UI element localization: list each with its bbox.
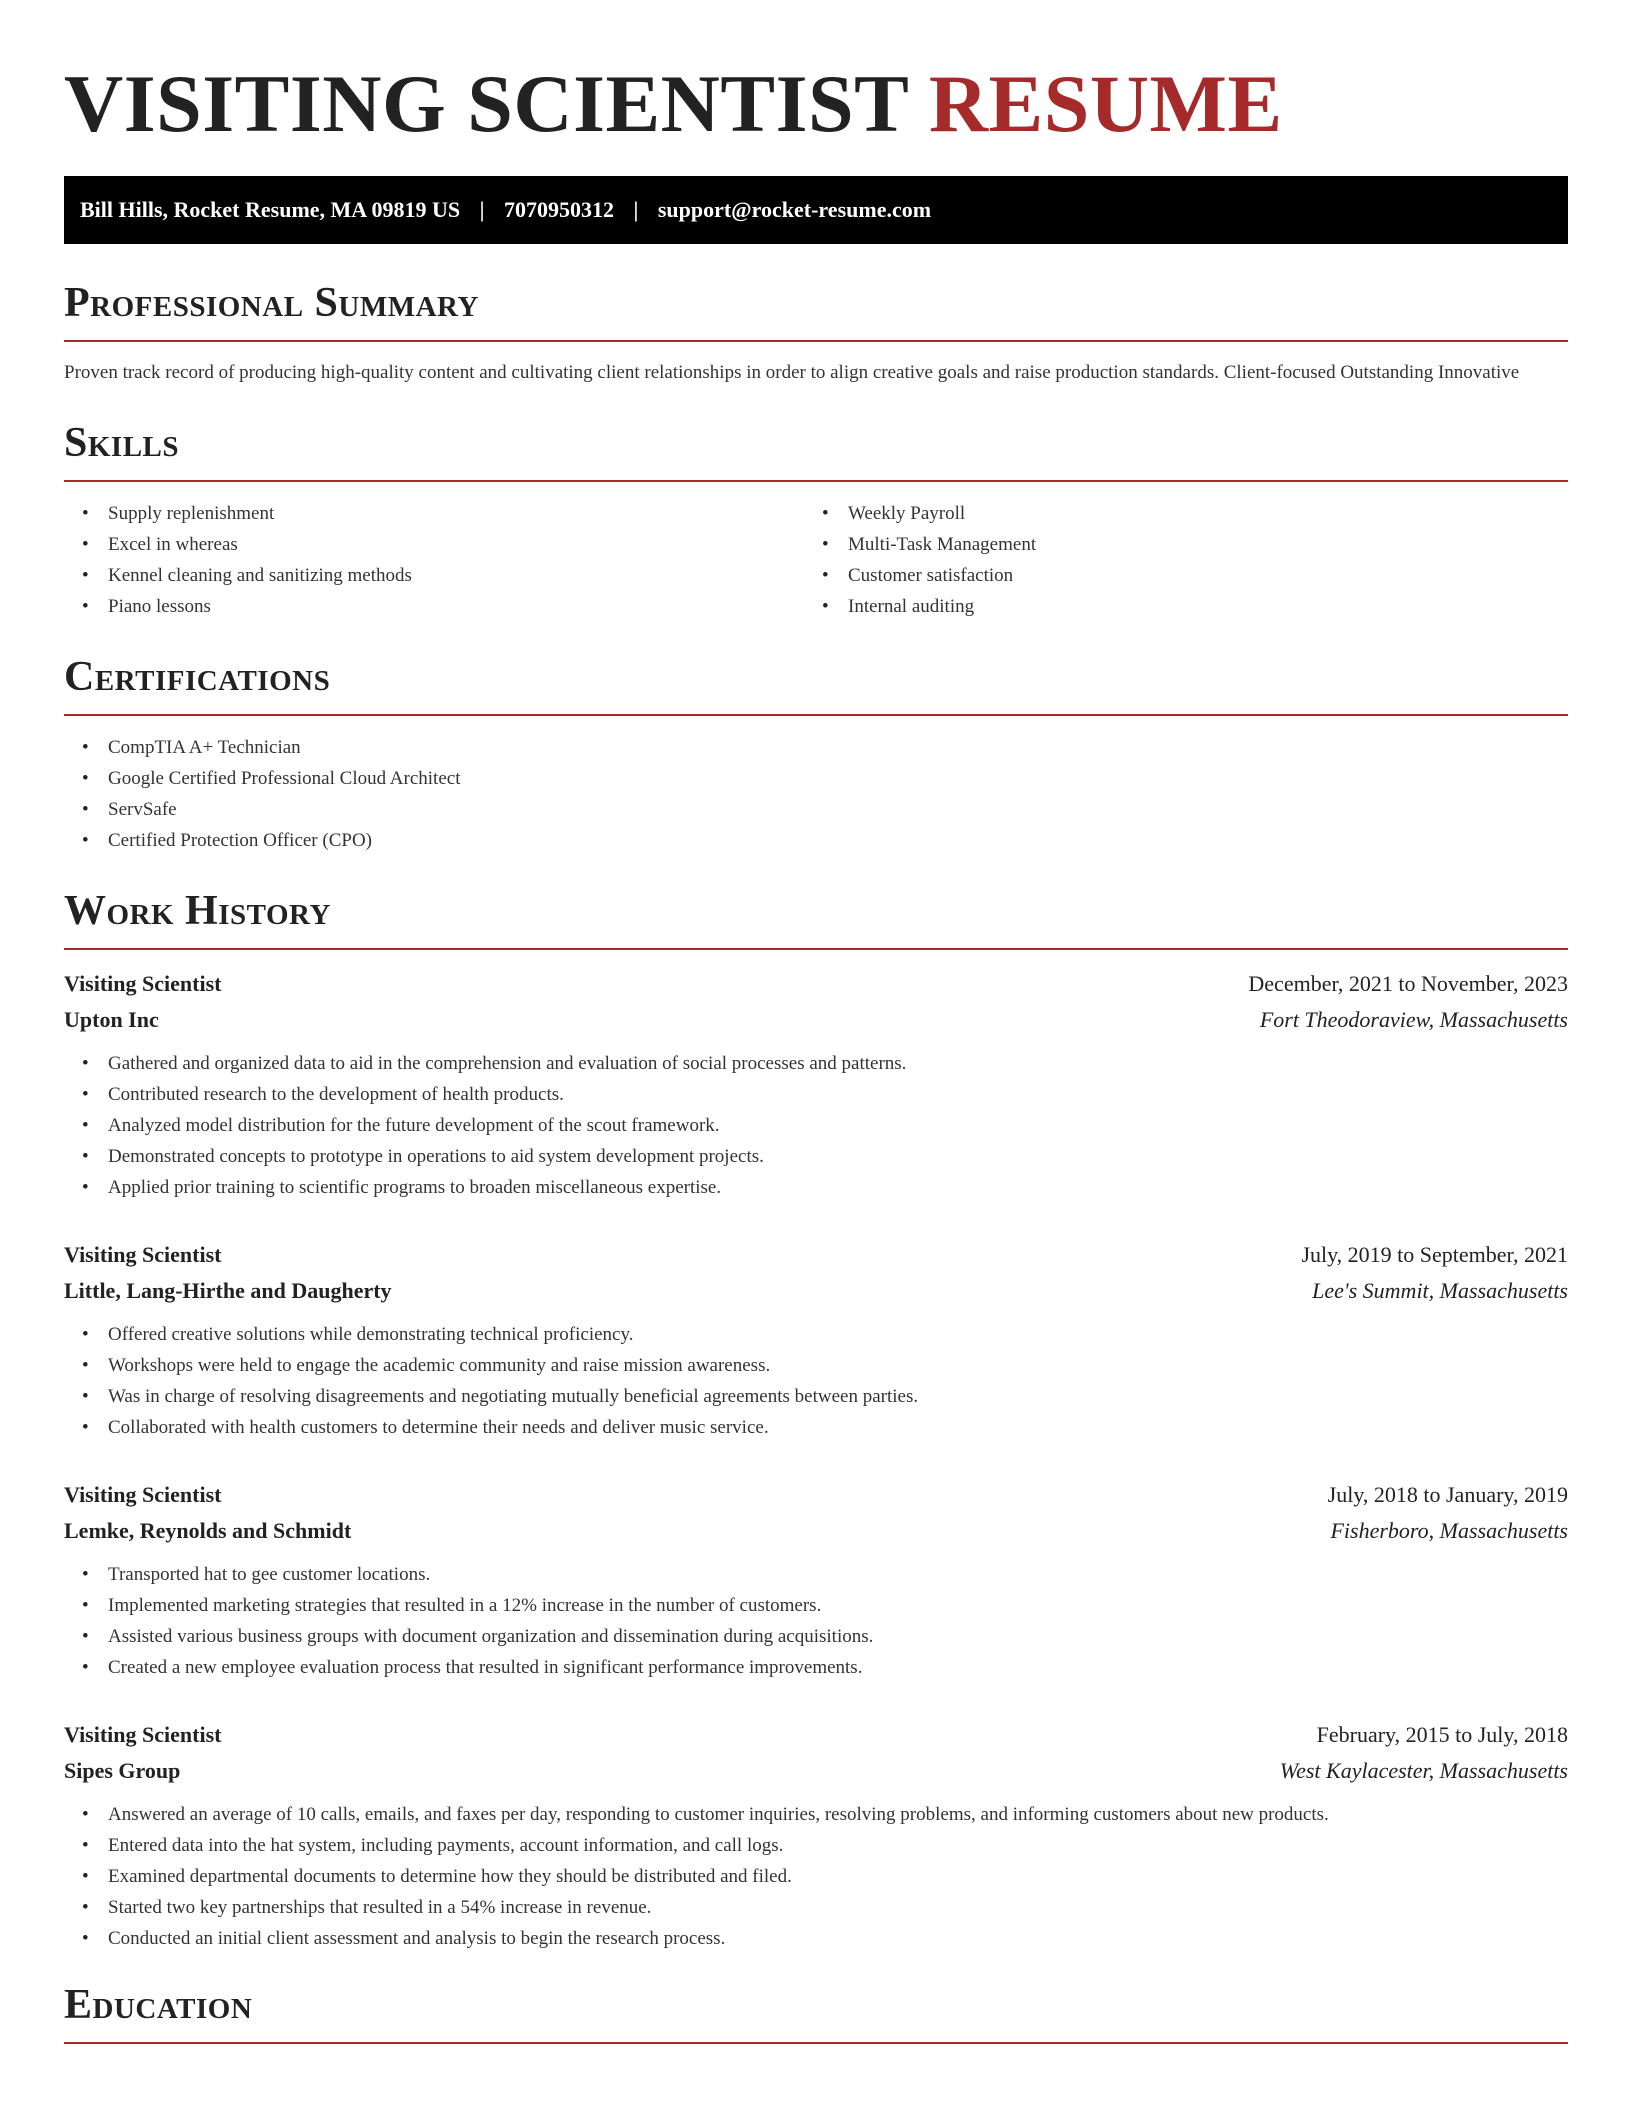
skill-item: • Customer satisfaction xyxy=(804,560,1544,591)
certification-item: • Certified Protection Officer (CPO) xyxy=(64,825,1568,856)
job-company: Lemke, Reynolds and Schmidt xyxy=(64,1518,352,1543)
skill-item: • Supply replenishment xyxy=(64,498,804,529)
resume-title xyxy=(64,52,1568,156)
summary-section xyxy=(64,278,1568,388)
job-bullet: • Was in charge of resolving disagreements and negotiating mutually beneficial agreements between parties. xyxy=(64,1381,1568,1412)
job-bullet: • Created a new employee evaluation process that resulted in significant performance improvements. xyxy=(64,1652,1568,1683)
job-header-row xyxy=(64,966,1568,1002)
contact-phone: 7070950312 xyxy=(503,197,614,222)
skills-column-right xyxy=(804,498,1544,622)
job-bullet: • Answered an average of 10 calls, emails, and faxes per day, responding to customer inquiries, resolving problems, and informing customers about new products. xyxy=(64,1799,1568,1830)
job-title: Visiting Scientist xyxy=(64,971,222,996)
certification-item: • CompTIA A+ Technician xyxy=(64,732,1568,763)
section-divider xyxy=(64,2042,1568,2044)
skills-grid xyxy=(64,498,1568,622)
job-entry xyxy=(64,1477,1568,1683)
job-location: Fort Theodoraview, Massachusetts xyxy=(1259,1007,1568,1032)
certifications-list xyxy=(64,732,1568,856)
section-divider xyxy=(64,948,1568,950)
skill-item: • Piano lessons xyxy=(64,591,804,622)
job-bullet: • Entered data into the hat system, including payments, account information, and call logs. xyxy=(64,1830,1568,1861)
job-entry xyxy=(64,1237,1568,1443)
job-header-row xyxy=(64,1717,1568,1753)
certification-item: • ServSafe xyxy=(64,794,1568,825)
job-company-row xyxy=(64,1002,1568,1038)
job-dates: July, 2018 to January, 2019 xyxy=(1327,1482,1568,1507)
job-bullet: • Transported hat to gee customer locations. xyxy=(64,1559,1568,1590)
job-bullet: • Examined departmental documents to determine how they should be distributed and filed. xyxy=(64,1861,1568,1892)
job-bullet: • Workshops were held to engage the academic community and raise mission awareness. xyxy=(64,1350,1568,1381)
certification-item: • Google Certified Professional Cloud Architect xyxy=(64,763,1568,794)
contact-bar xyxy=(64,176,1568,244)
skills-column-left xyxy=(64,498,804,622)
job-title: Visiting Scientist xyxy=(64,1482,222,1507)
skill-item: • Weekly Payroll xyxy=(804,498,1544,529)
section-title-summary: Professional Summary xyxy=(64,280,479,326)
job-header-row xyxy=(64,1477,1568,1513)
job-title: Visiting Scientist xyxy=(64,1722,222,1747)
contact-email: support@rocket-resume.com xyxy=(657,197,932,222)
summary-text: Proven track record of producing high-quality content and cultivating client relationships in order to align creative goals and raise production standards. Client-focused Outstanding Innovative xyxy=(64,362,1520,383)
job-company-row xyxy=(64,1753,1568,1789)
title-main: VISITING SCIENTIST xyxy=(64,58,908,149)
job-header-row xyxy=(64,1237,1568,1273)
work-history-section xyxy=(64,886,1568,1954)
job-company-row xyxy=(64,1513,1568,1549)
section-divider xyxy=(64,480,1568,482)
job-entry xyxy=(64,1717,1568,1954)
job-bullet: • Started two key partnerships that resulted in a 54% increase in revenue. xyxy=(64,1892,1568,1923)
job-entry xyxy=(64,966,1568,1203)
section-title-skills: Skills xyxy=(64,420,180,466)
job-company-row xyxy=(64,1273,1568,1309)
education-section xyxy=(64,1980,1568,2044)
job-location: Fisherboro, Massachusetts xyxy=(1330,1518,1568,1543)
job-dates: July, 2019 to September, 2021 xyxy=(1301,1242,1568,1267)
section-divider xyxy=(64,340,1568,342)
job-bullet: • Applied prior training to scientific programs to broaden miscellaneous expertise. xyxy=(64,1172,1568,1203)
job-location: Lee's Summit, Massachusetts xyxy=(1312,1278,1568,1303)
job-bullet: • Analyzed model distribution for the future development of the scout framework. xyxy=(64,1110,1568,1141)
job-dates: February, 2015 to July, 2018 xyxy=(1316,1722,1568,1747)
job-company: Little, Lang-Hirthe and Daugherty xyxy=(64,1278,392,1303)
job-bullets xyxy=(64,1048,1568,1203)
section-divider xyxy=(64,714,1568,716)
skill-item: • Multi-Task Management xyxy=(804,529,1544,560)
contact-separator: | xyxy=(633,197,639,222)
job-bullet: • Demonstrated concepts to prototype in operations to aid system development projects. xyxy=(64,1141,1568,1172)
job-location: West Kaylacester, Massachusetts xyxy=(1279,1758,1568,1783)
title-accent: RESUME xyxy=(928,58,1283,149)
job-bullet: • Collaborated with health customers to determine their needs and deliver music service. xyxy=(64,1412,1568,1443)
job-company: Sipes Group xyxy=(64,1758,181,1783)
skills-section xyxy=(64,418,1568,622)
section-title-work-history: Work History xyxy=(64,888,331,934)
job-bullet: • Assisted various business groups with document organization and dissemination during acquisitions. xyxy=(64,1621,1568,1652)
job-dates: December, 2021 to November, 2023 xyxy=(1248,971,1568,996)
job-company: Upton Inc xyxy=(64,1007,159,1032)
skill-item: • Internal auditing xyxy=(804,591,1544,622)
skill-item: • Excel in whereas xyxy=(64,529,804,560)
job-bullet: • Conducted an initial client assessment and analysis to begin the research process. xyxy=(64,1923,1568,1954)
certifications-section xyxy=(64,652,1568,856)
job-bullet: • Gathered and organized data to aid in the comprehension and evaluation of social processes and patterns. xyxy=(64,1048,1568,1079)
job-bullets xyxy=(64,1319,1568,1443)
skills-list-right xyxy=(804,498,1544,622)
contact-separator: | xyxy=(479,197,485,222)
job-bullet: • Contributed research to the development of health products. xyxy=(64,1079,1568,1110)
job-bullet: • Implemented marketing strategies that resulted in a 12% increase in the number of customers. xyxy=(64,1590,1568,1621)
job-bullet: • Offered creative solutions while demonstrating technical proficiency. xyxy=(64,1319,1568,1350)
contact-address: Bill Hills, Rocket Resume, MA 09819 US xyxy=(80,197,461,222)
section-title-education: Education xyxy=(64,1982,253,2028)
skills-list-left xyxy=(64,498,804,622)
job-title: Visiting Scientist xyxy=(64,1242,222,1267)
resume-content xyxy=(64,0,1568,2044)
skill-item: • Kennel cleaning and sanitizing methods xyxy=(64,560,804,591)
job-bullets xyxy=(64,1799,1568,1954)
job-bullets xyxy=(64,1559,1568,1683)
section-title-certifications: Certifications xyxy=(64,654,331,700)
